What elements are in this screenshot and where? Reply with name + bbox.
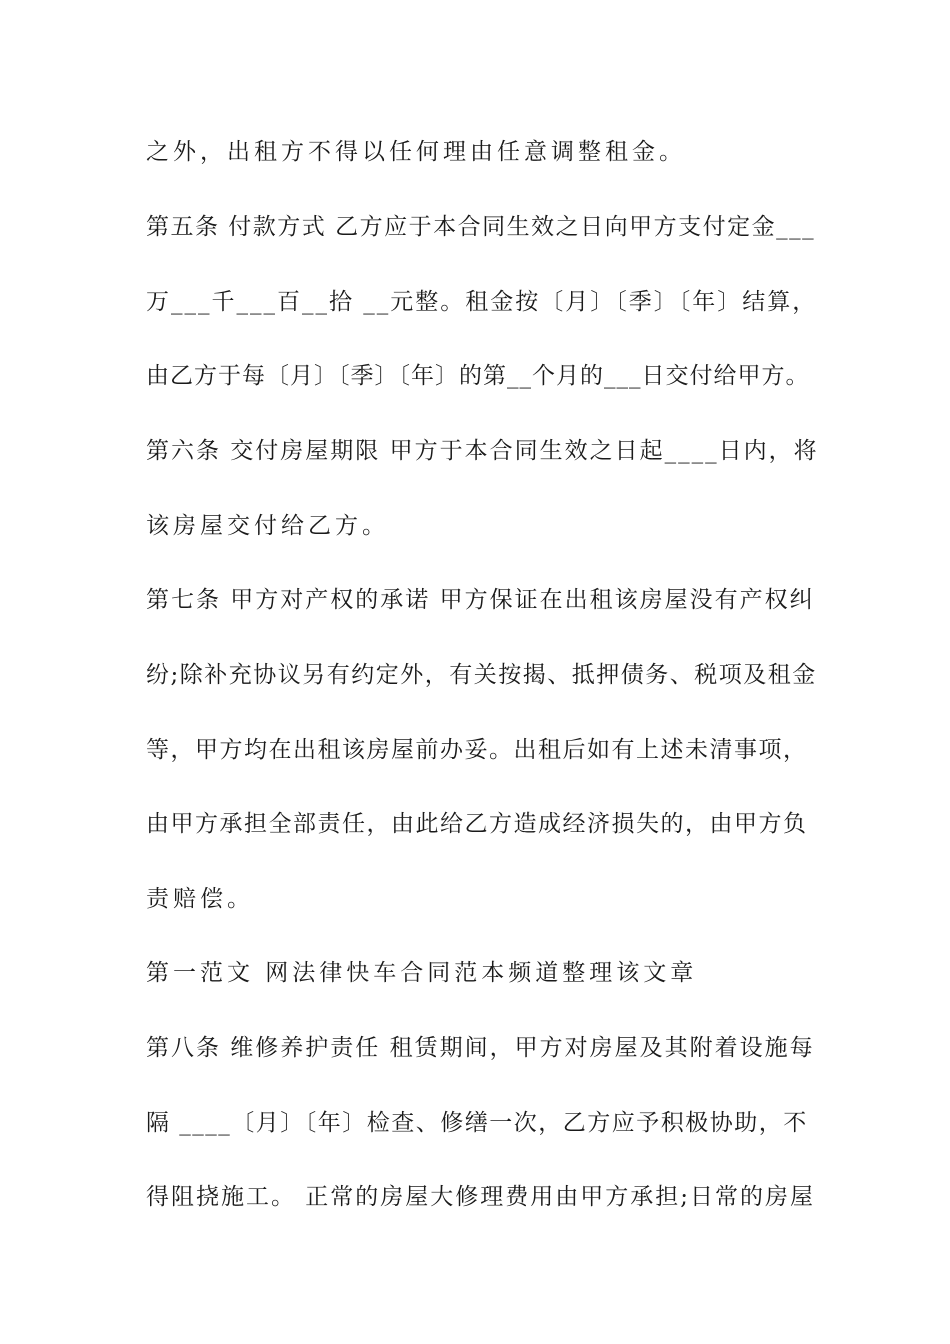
text-line: 之外，出租方不得以任何理由任意调整租金。 [146, 139, 686, 165]
text-line: 隔 ____〔月〕〔年〕检查、修缮一次，乙方应予积极协助，不 [146, 1110, 808, 1136]
text-line: 由甲方承担全部责任，由此给乙方造成经济损失的，由甲方负 [146, 811, 808, 837]
text-line: 万___千___百__拾 __元整。租金按〔月〕〔季〕〔年〕结算， [146, 289, 818, 315]
text-line: 纷;除补充协议另有约定外，有关按揭、抵押债务、税项及租金 [146, 662, 817, 688]
text-line: 由乙方于每〔月〕〔季〕〔年〕的第__个月的___日交付给甲方。 [146, 363, 810, 389]
text-line: 第一范文 网法律快车合同范本频道整理该文章 [146, 960, 698, 986]
text-line: 该房屋交付给乙方。 [146, 513, 389, 539]
text-line: 等，甲方均在出租该房屋前办妥。出租后如有上述未清事项， [146, 737, 808, 763]
text-line: 得阻挠施工。 正常的房屋大修理费用由甲方承担;日常的房屋 [146, 1184, 816, 1210]
text-line: 第八条 维修养护责任 租赁期间，甲方对房屋及其附着设施每 [146, 1035, 815, 1061]
text-line: 责赔偿。 [146, 886, 254, 912]
text-line: 第七条 甲方对产权的承诺 甲方保证在出租该房屋没有产权纠 [146, 587, 815, 613]
text-line: 第五条 付款方式 乙方应于本合同生效之日向甲方支付定金___ [146, 214, 816, 240]
text-line: 第六条 交付房屋期限 甲方于本合同生效之日起____日内，将 [146, 438, 819, 464]
